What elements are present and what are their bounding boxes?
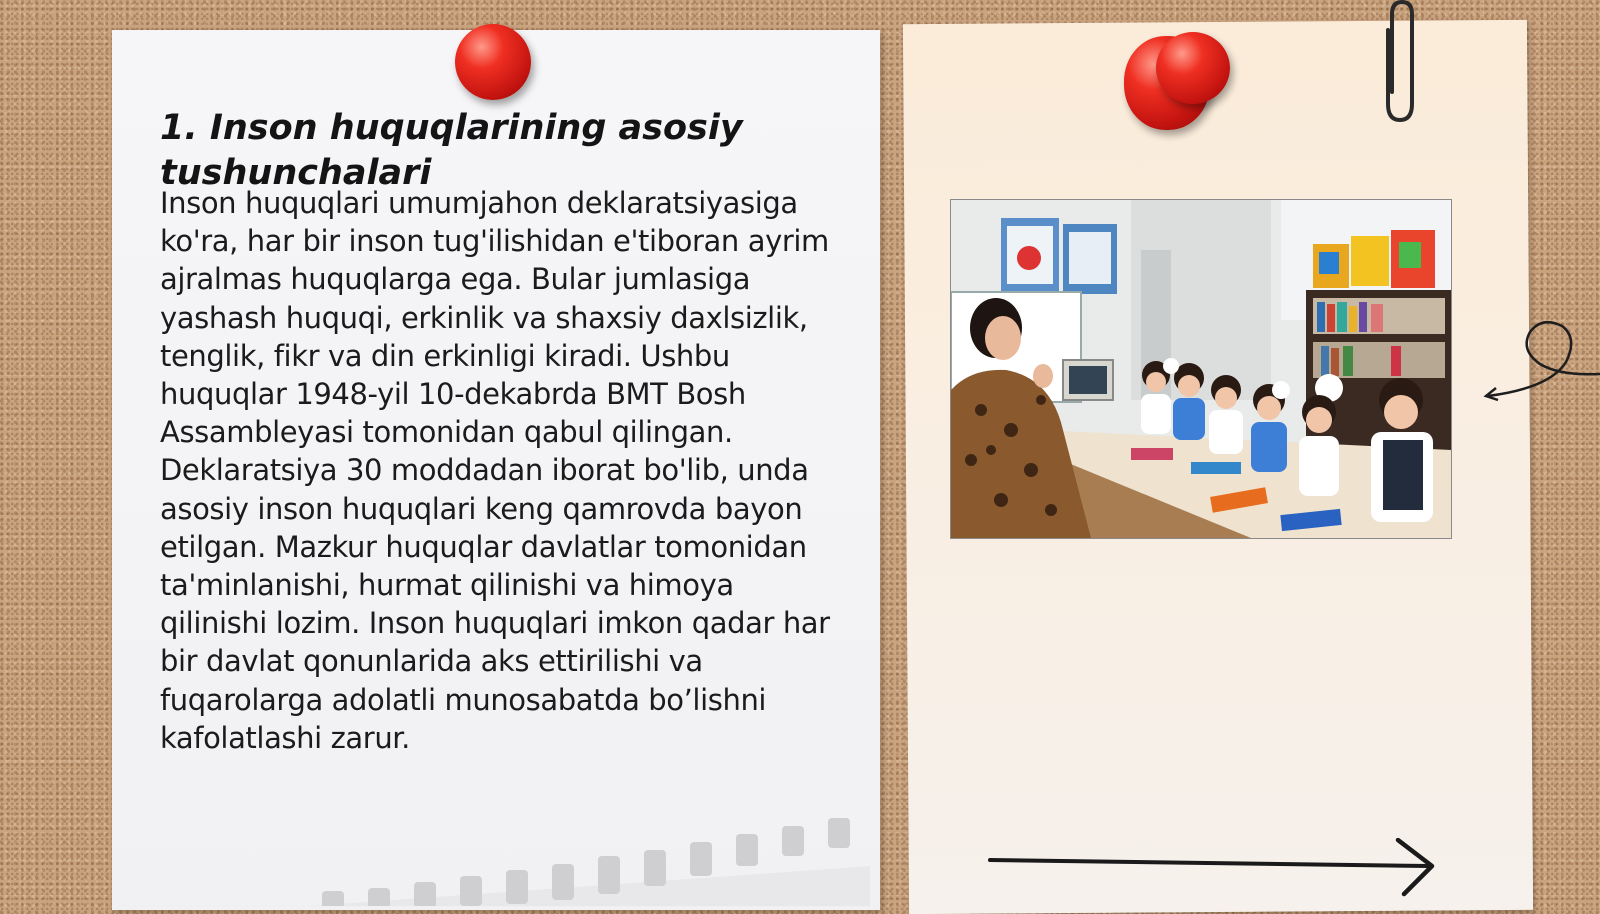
push-pin-icon bbox=[1156, 32, 1230, 104]
classroom-illustration bbox=[951, 200, 1451, 538]
classroom-photo bbox=[950, 199, 1452, 539]
slide-body-text: Inson huquqlari umumjahon deklaratsiyasiga ko'ra, har bir inson tug'ilishidan e'tiboran ayrim ajralmas huquqlarga ega. Bular jumlasiga yashash huquqi, erkinlik va shaxsiy daxlsizlik, tenglik, fikr va din erkinligi kiradi. Ushbu huquqlar 1948-yil 10-dekabrda BMT Bosh Assambleyasi tomonidan qabul qilingan. Deklaratsiya 30 moddadan iborat bo'lib, unda asosiy inson huquqlari keng qamrovda bayon etilgan. Mazkur huquqlar davlatlar tomonidan ta'minlanishi, hurmat qilinishi va himoya qilinishi lozim. Inson huquqlari imkon qadar har bir davlat qonunlarida aks ettirilishi va fuqarolarga adolatli munosabatda bo’lishni kafolatlashi zarur. bbox=[160, 186, 830, 755]
torn-paper-tabs bbox=[310, 806, 870, 906]
push-pin-icon bbox=[455, 24, 531, 100]
loop-arrow-icon bbox=[1480, 316, 1600, 406]
paper-clip-icon bbox=[1374, 0, 1424, 124]
slide-title: 1. Inson huquqlarining asosiy tushunchalari bbox=[160, 108, 743, 193]
arrow-right-icon bbox=[988, 838, 1448, 898]
